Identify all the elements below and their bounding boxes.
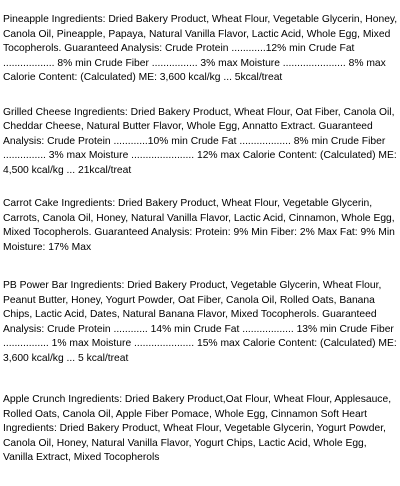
ingredients-document <box>0 13 400 486</box>
grilled-cheese-ingredients-paragraph: Grilled Cheese Ingredients: Dried Bakery Product, Wheat Flour, Oat Fiber, Canola Oil, Cheddar Cheese, Natural Butter Flavor, Whole Egg, Annatto Extract. Guaranteed Analysis: Crude Protein ............10% min Crude Fat .................. 8% min Crude Fiber ............... 3% max Moisture ...................... 12% max Calorie Content: (Calculated) ME: 4,500 kcal/kg ... 21kcal/treat <box>3 106 397 176</box>
apple-crunch-ingredients-paragraph: Apple Crunch Ingredients: Dried Bakery Product,Oat Flour, Wheat Flour, Applesauce, Rolled Oats, Canola Oil, Apple Fiber Pomace, Whole Egg, Cinnamon Soft Heart Ingredients: Dried Bakery Product, Wheat Flour, Vegetable Glycerin, Yogurt Powder, Canola Oil, Honey, Natural Vanilla Flavor, Yogurt Chips, Lactic Acid, Whole Egg, Vanilla Extract, Mixed Tocopherols <box>3 394 392 463</box>
carrot-cake-ingredients-paragraph: Carrot Cake Ingredients: Dried Bakery Product, Wheat Flour, Vegetable Glycerin, Carrots, Canola Oil, Honey, Natural Vanilla Flavor, Lactic Acid, Cinnamon, Whole Egg, Mixed Tocopherols. Guaranteed Analysis: Protein: 9% Min Fiber: 2% Max Fat: 9% Min Moisture: 17% Max <box>3 198 395 253</box>
pineapple-ingredients-paragraph: Pineapple Ingredients: Dried Bakery Product, Wheat Flour, Vegetable Glycerin, Honey, Canola Oil, Pineapple, Papaya, Natural Vanilla Flavor, Lactic Acid, Whole Egg, Mixed Tocopherols. Guaranteed Analysis: Crude Protein ............12% min Crude Fat .................. 8% min Crude Fiber ................ 3% max Moisture ...................... 8% max Calorie Content: (Calculated) ME: 3,600 kcal/kg ... 5kcal/treat <box>3 14 398 83</box>
pb-power-bar-ingredients-paragraph: PB Power Bar Ingredients: Dried Bakery Product, Vegetable Glycerin, Wheat Flour, Peanut Butter, Honey, Yogurt Powder, Oat Fiber, Canola Oil, Rolled Oats, Banana Chips, Lactic Acid, Dates, Natural Banana Flavor, Mixed Tocopherols. Guaranteed Analysis: Crude Protein ............ 14% min Crude Fat .................. 13% min Crude Fiber ................ 1% max Moisture ..................... 15% max Calorie Content: (Calculated) ME: 3,600 kcal/kg ... 5 kcal/treat <box>3 280 397 364</box>
